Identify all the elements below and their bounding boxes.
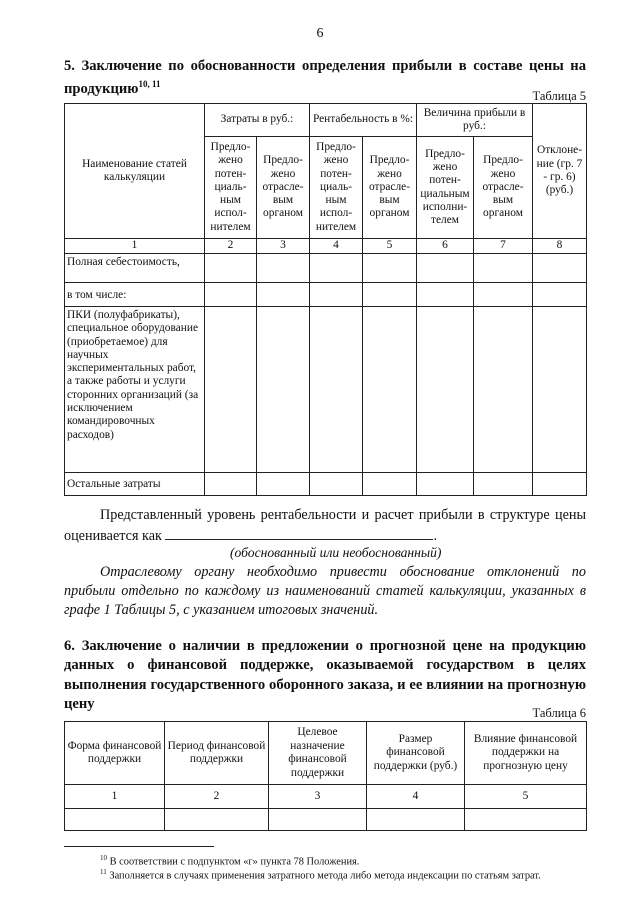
footnote-11	[100, 866, 580, 882]
table-row	[65, 254, 587, 283]
table-6-header: Форма финансовой поддержки	[65, 722, 165, 785]
col-number: 1	[65, 239, 205, 254]
table-cell	[533, 307, 587, 473]
col-header-name: Наименование статей калькуляции	[65, 104, 205, 239]
table-6	[64, 721, 587, 831]
table-cell	[417, 254, 474, 283]
table-cell	[165, 809, 269, 831]
table-cell	[417, 283, 474, 307]
footnote-mark: 11	[100, 868, 107, 876]
table-cell	[533, 254, 587, 283]
row-label: ПКИ (полуфабрикаты), специальное оборудование (приобретаемое) для научных экспериментальных работ, а также работы и услуги сторонних организаций (за исключением командировочных расходов)	[65, 307, 205, 473]
assessment-blank-line	[165, 525, 433, 540]
table-cell	[417, 307, 474, 473]
assessment-period: .	[433, 528, 437, 544]
table-cell	[269, 809, 367, 831]
table-cell	[257, 473, 310, 496]
assessment-paragraph	[64, 506, 586, 546]
group-header-costs: Затраты в руб.:	[205, 104, 310, 137]
subheader-proposed-rent: Предло-жено потен-циаль-ным испол-нителем	[310, 137, 363, 239]
col-number: 8	[533, 239, 587, 254]
col-number: 3	[257, 239, 310, 254]
table-row	[65, 283, 587, 307]
table-cell	[310, 283, 363, 307]
table-5	[64, 103, 587, 496]
subheader-industry-rent: Предло-жено отрасле-вым органом	[363, 137, 417, 239]
table-6-header: Период финансовой поддержки	[165, 722, 269, 785]
table-cell	[257, 307, 310, 473]
table-6-header: Целевое назначение финансовой поддержки	[269, 722, 367, 785]
footnote-text: Заполняется в случаях применения затратного метода либо метода индексации по статьям затрат.	[109, 870, 541, 882]
table-cell	[474, 473, 533, 496]
subheader-proposed-costs: Предло-жено потен-циаль-ным испол-нителем	[205, 137, 257, 239]
subheader-industry-costs: Предло-жено отрасле-вым органом	[257, 137, 310, 239]
table-cell	[533, 283, 587, 307]
table-cell	[367, 809, 465, 831]
table-cell	[363, 473, 417, 496]
subheader-industry-profit: Предло-жено отрасле-вым органом	[474, 137, 533, 239]
table-cell	[474, 307, 533, 473]
table-cell	[310, 254, 363, 283]
col-number: 1	[65, 785, 165, 809]
table-cell	[474, 283, 533, 307]
row-label: в том числе:	[65, 283, 205, 307]
table-cell	[363, 283, 417, 307]
table-6-header: Влияние финансовой поддержки на прогнозную цену	[465, 722, 587, 785]
col-number: 5	[363, 239, 417, 254]
table-6-caption: Таблица 6	[532, 706, 586, 720]
row-label: Остальные затраты	[65, 473, 205, 496]
section-5-heading-text: 5. Заключение по обоснованности определения прибыли в составе цены на продукцию	[64, 58, 586, 97]
subheader-proposed-profit: Предло-жено потен-циальным исполни-телем	[417, 137, 474, 239]
table-cell	[363, 254, 417, 283]
table-cell	[205, 283, 257, 307]
table-cell	[363, 307, 417, 473]
table-cell	[257, 254, 310, 283]
assessment-text: Представленный уровень рентабельности и расчет прибыли в структуре цены оценивается как	[64, 507, 586, 544]
col-number: 4	[310, 239, 363, 254]
table-6-header: Размер финансовой поддержки (руб.)	[367, 722, 465, 785]
page-number: 6	[316, 26, 324, 41]
col-number: 2	[205, 239, 257, 254]
table-5-caption: Таблица 5	[532, 89, 586, 103]
footnote-text: В соответствии с подпунктом «г» пункта 78 Положения.	[109, 856, 360, 868]
table-cell	[205, 473, 257, 496]
table-cell	[65, 809, 165, 831]
table-cell	[205, 307, 257, 473]
table-row	[65, 473, 587, 496]
table-cell	[310, 473, 363, 496]
col-number: 4	[367, 785, 465, 809]
group-header-profitability: Рентабельность в %:	[310, 104, 417, 137]
section-6-heading: 6. Заключение о наличии в предложении о прогнозной цене на продукцию данных о финансовой поддержке, оказываемой государством в целях выполнения государственного оборонного заказа, и ее влиянии на прогнозную цену	[64, 638, 586, 712]
section-5-footnote-refs: 10, 11	[138, 79, 161, 89]
table-row	[65, 809, 587, 831]
assessment-hint: (обоснованный или необоснованный)	[230, 545, 442, 560]
col-number: 5	[465, 785, 587, 809]
table-row	[65, 307, 587, 473]
table-cell	[310, 307, 363, 473]
table-cell	[417, 473, 474, 496]
row-label: Полная себестоимость,	[65, 254, 205, 283]
col-number: 2	[165, 785, 269, 809]
table-cell	[205, 254, 257, 283]
group-header-profit: Величина прибыли в руб.:	[417, 104, 533, 137]
footnote-separator	[64, 846, 214, 847]
table-cell	[474, 254, 533, 283]
table-cell	[465, 809, 587, 831]
table-cell	[257, 283, 310, 307]
col-number: 3	[269, 785, 367, 809]
table-cell	[533, 473, 587, 496]
footnote-mark: 10	[100, 854, 107, 862]
col-header-deviation: Отклоне-ние (гр. 7 - гр. 6) (руб.)	[533, 104, 587, 239]
col-number: 7	[474, 239, 533, 254]
col-number: 6	[417, 239, 474, 254]
note-paragraph: Отраслевому органу необходимо привести обоснование отклонений по прибыли отдельно по каждому из наименований статей калькуляции, указанных в графе 1 Таблицы 5, с указанием итоговых значений.	[64, 564, 586, 618]
